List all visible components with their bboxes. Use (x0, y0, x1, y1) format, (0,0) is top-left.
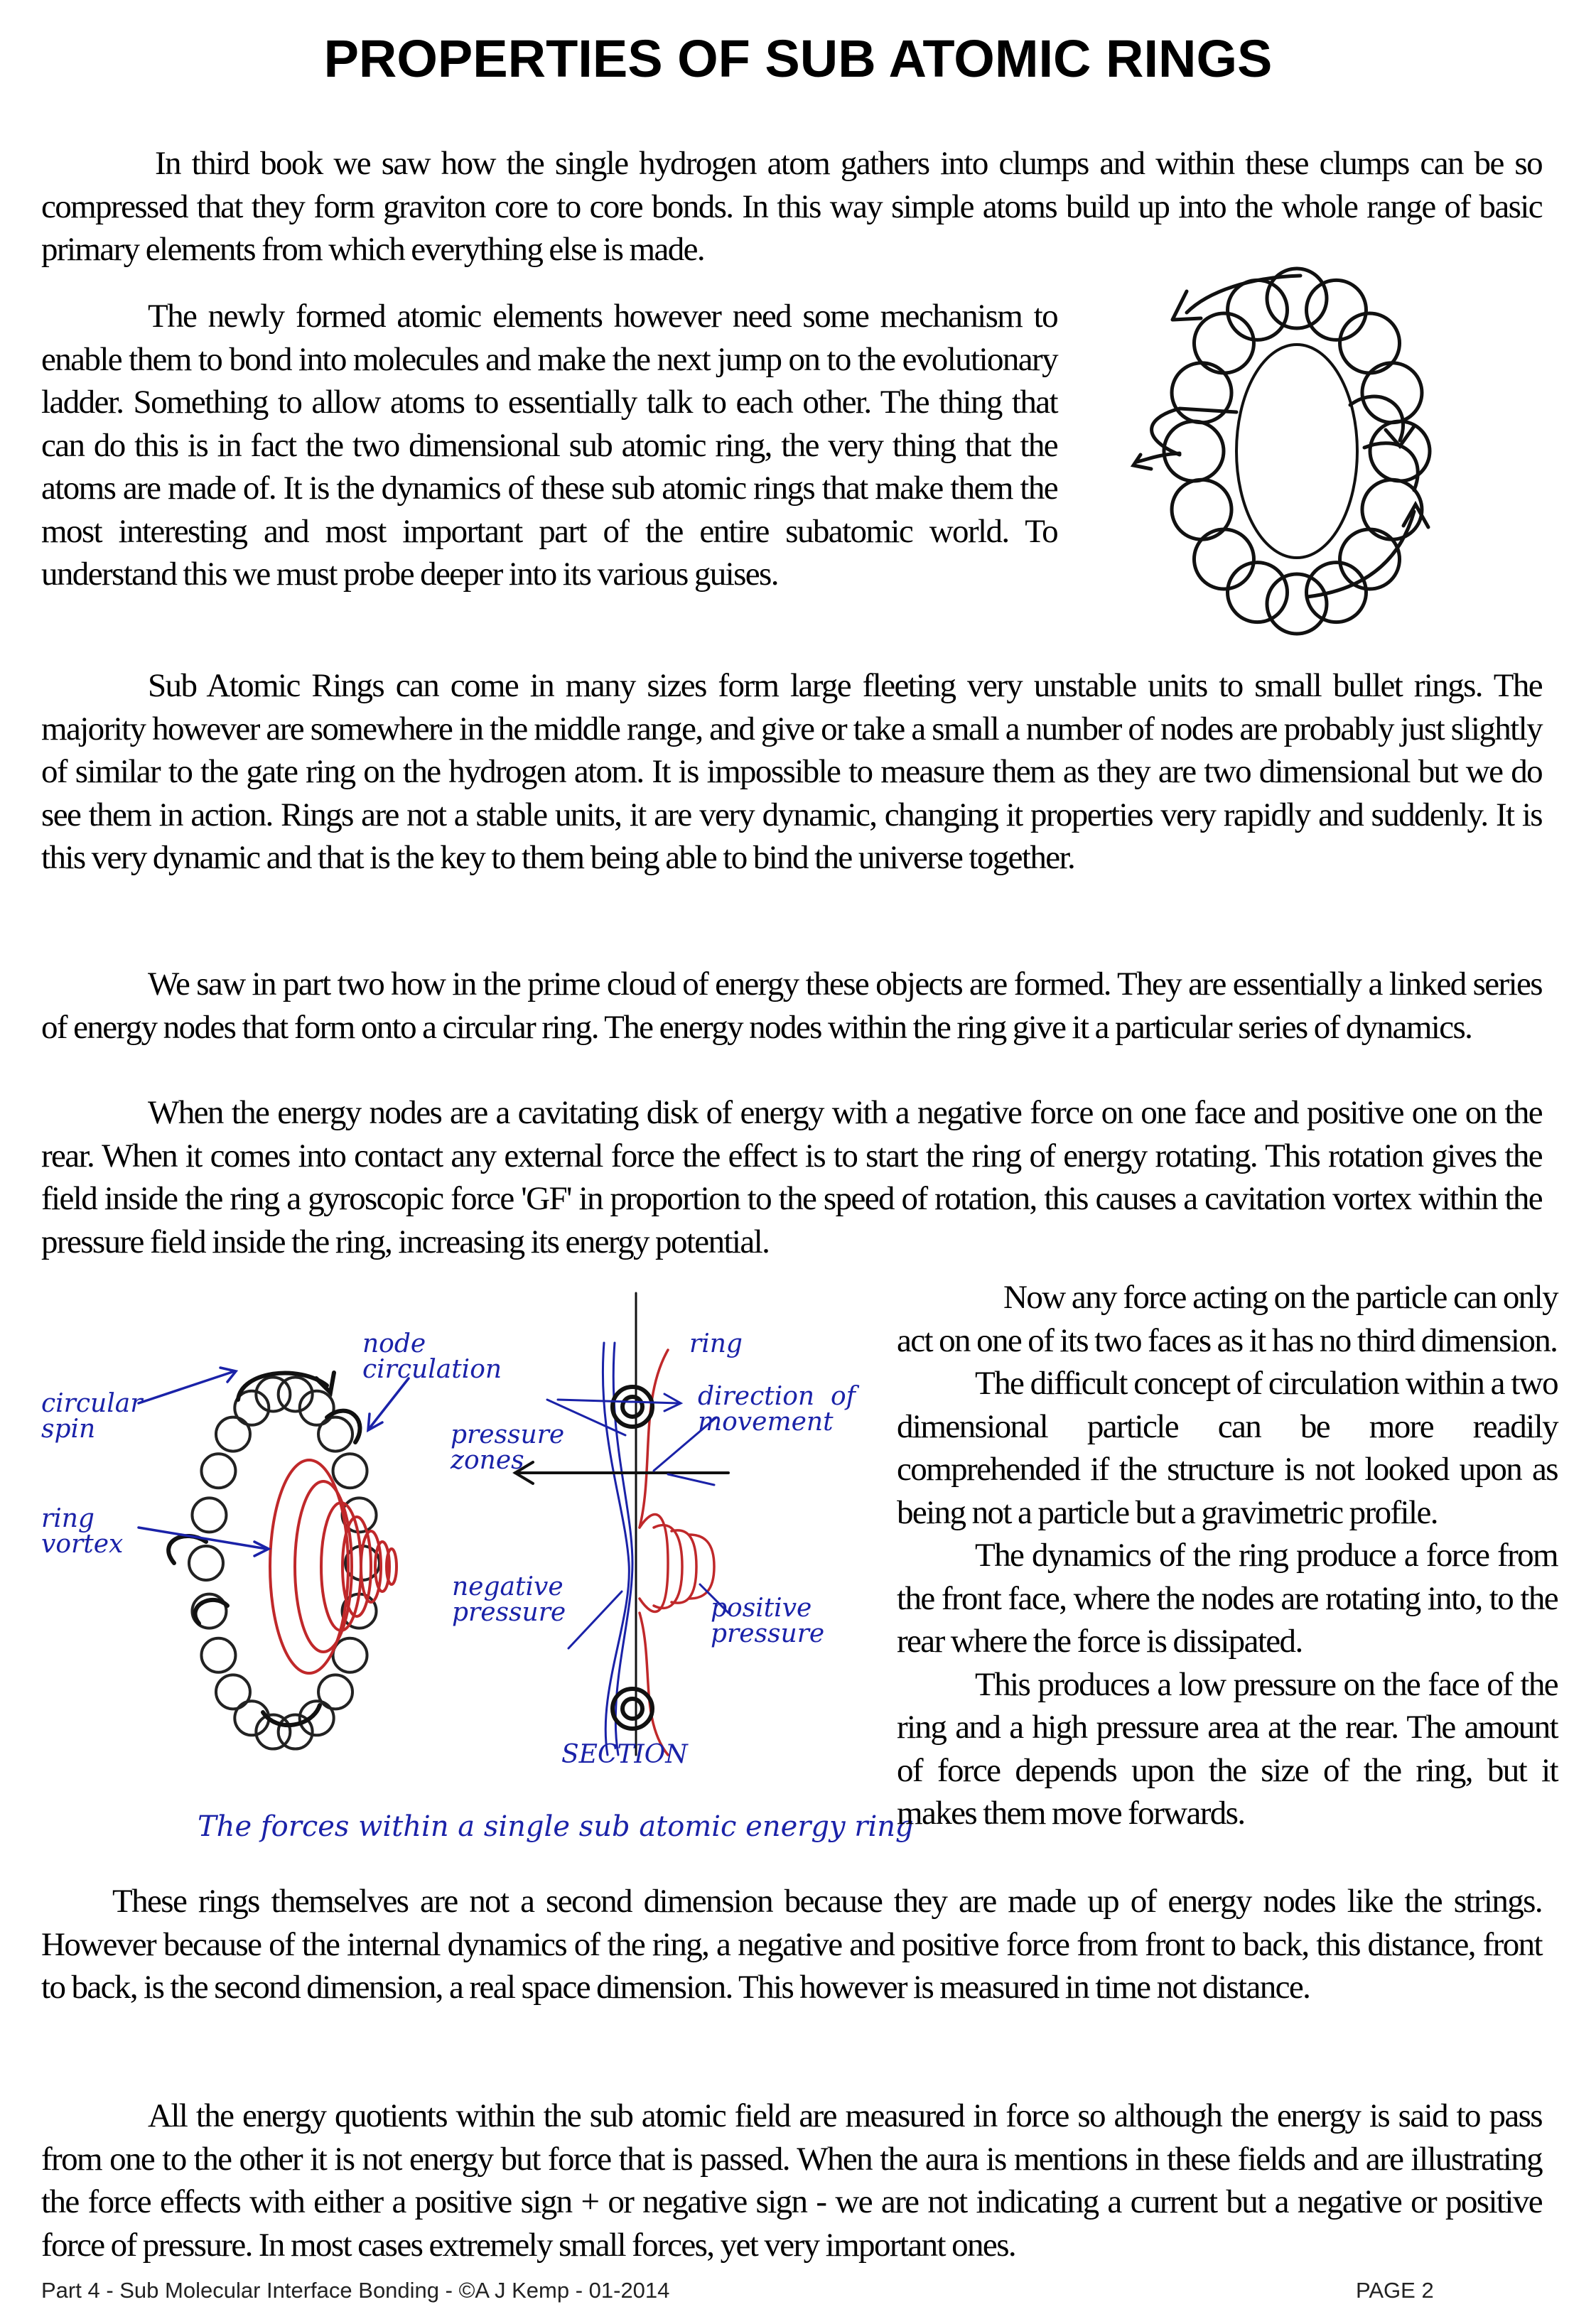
paragraph-7 (41, 1880, 1542, 2009)
energy-node (1362, 363, 1422, 423)
paragraph-6 (897, 1276, 1558, 1835)
energy-node (201, 1454, 235, 1488)
paragraph-text: Sub Atomic Rings can come in many sizes form large fleeting very unstable units to small bullet rings. The majority however are somewhere in the middle range, and give or take a small a number of nodes are probably just slightly of similar to the gate ring on the hydrogen atom. It is impossible to measure them as they are two dimensional but we do see them in action. Rings are not a stable units, it are very dynamic, changing it properties very rapidly and suddenly. It is this very dynamic and that is the key to them being able to bind the universe together. (41, 667, 1542, 876)
energy-node (216, 1675, 250, 1709)
paragraph-3 (41, 664, 1542, 880)
paragraph-text: These rings themselves are not a second dimension because they are made up of energy nodes like the strings. However because of the internal dynamics of the ring, a negative and positive force from front to back, this distance, front to back, is the second dimension, a real space dimension. This however is measured in time not distance. (41, 1883, 1542, 2006)
energy-node (189, 1546, 223, 1580)
paragraph-text: All the energy quotients within the sub atomic field are measured in force so although the energy is said to pass from one to the other it is not energy but force that is passed. When the aura is mentions in these fields and are illustrating the force effects with either a positive sign + or negative sign - we are not indicating a current but a negative or positive force of pressure. In most cases extremely small forces, yet very important ones. (41, 2097, 1542, 2264)
energy-node (1194, 313, 1253, 373)
energy-node (201, 1638, 235, 1672)
paragraph-2 (41, 295, 1057, 596)
footer-page-number: PAGE 2 (1356, 2278, 1434, 2303)
energy-node (318, 1417, 352, 1452)
paragraph-text: The newly formed atomic elements however need some mechanism to enable them to bond into molecules and make the next jump on to the evolutionary ladder. Something to allow atoms to essentially talk to each other. The thing that can do this is in fact the two dimensional sub atomic ring, the very thing that the atoms are made of. It is the dynamics of these sub atomic rings that make them the most interesting and most important part of the entire subatomic world. To understand this we must probe deeper into its various guises. (41, 298, 1057, 593)
footer-left: Part 4 - Sub Molecular Interface Bonding - ©A J Kemp - 01-2014 (41, 2278, 670, 2303)
ring-sketch-illustration (1130, 263, 1464, 632)
paragraph-8 (41, 2095, 1542, 2266)
paragraph-text: We saw in part two how in the prime cloud of energy these objects are formed. They are essentially a linked series of energy nodes that form onto a circular ring. The energy nodes within the ring give it a particular series of dynamics. (41, 966, 1542, 1046)
paragraph-5 (41, 1091, 1542, 1263)
paragraph-1 (41, 142, 1542, 271)
energy-node (1172, 480, 1231, 539)
paragraph-text: Now any force acting on the particle can only act on one of its two faces as it has no third dimension. (897, 1279, 1558, 1359)
energy-node (1370, 421, 1430, 481)
paragraph-text: When the energy nodes are a cavitating disk of energy with a negative force on one face and positive one on the rear. When it comes into contact any external force the effect is to start the ring of energy rotating. This rotation gives the field inside the ring a gyroscopic force 'GF' in proportion to the speed of rotation, this causes a cavitation vortex within the pressure field inside the ring, increasing its energy potential. (41, 1094, 1542, 1260)
label-circular-spin: circular spin (41, 1389, 143, 1444)
paragraph-4 (41, 963, 1542, 1049)
label-positive-pressure: positive pressure (711, 1594, 825, 1648)
label-direction-of-movement: direction of movement (698, 1382, 856, 1437)
energy-node (1228, 280, 1288, 340)
paragraph-text: The difficult concept of circulation within a two dimensional particle can be more readily comprehended if the structure is not looked upon as being not a particle but a gravimetric profile. (897, 1365, 1558, 1531)
label-ring-vortex: ring vortex (41, 1504, 124, 1559)
label-ring: ring (689, 1329, 743, 1358)
energy-node (1306, 280, 1366, 340)
energy-node (1228, 563, 1288, 622)
paragraph-text: In third book we saw how the single hydrogen atom gathers into clumps and within these clumps can be so compressed that they form graviton core to core bonds. In this way simple atoms build up into the whole range of basic primary elements from which everything else is made. (41, 145, 1542, 268)
page-title: PROPERTIES OF SUB ATOMIC RINGS (323, 29, 1273, 88)
paragraph-text: This produces a low pressure on the face of the ring and a high pressure area at the rear. The amount of force depends upon the size of the ring, but it makes them move forwards. (897, 1665, 1558, 1832)
label-node-circulation: node circulation (362, 1329, 502, 1384)
energy-node (333, 1454, 367, 1488)
diagram-caption: The forces within a single sub atomic energy ring (198, 1810, 914, 1843)
energy-node (1267, 574, 1327, 634)
label-negative-pressure: negative pressure (452, 1572, 566, 1627)
energy-node (333, 1638, 367, 1672)
label-pressure-zones: pressure zones (451, 1420, 565, 1475)
energy-node (192, 1498, 226, 1532)
paragraph-text: The dynamics of the ring produce a force from the front face, where the nodes are rotating into, to the rear where the force is dissipated. (897, 1537, 1558, 1660)
label-section: SECTION (561, 1740, 688, 1769)
